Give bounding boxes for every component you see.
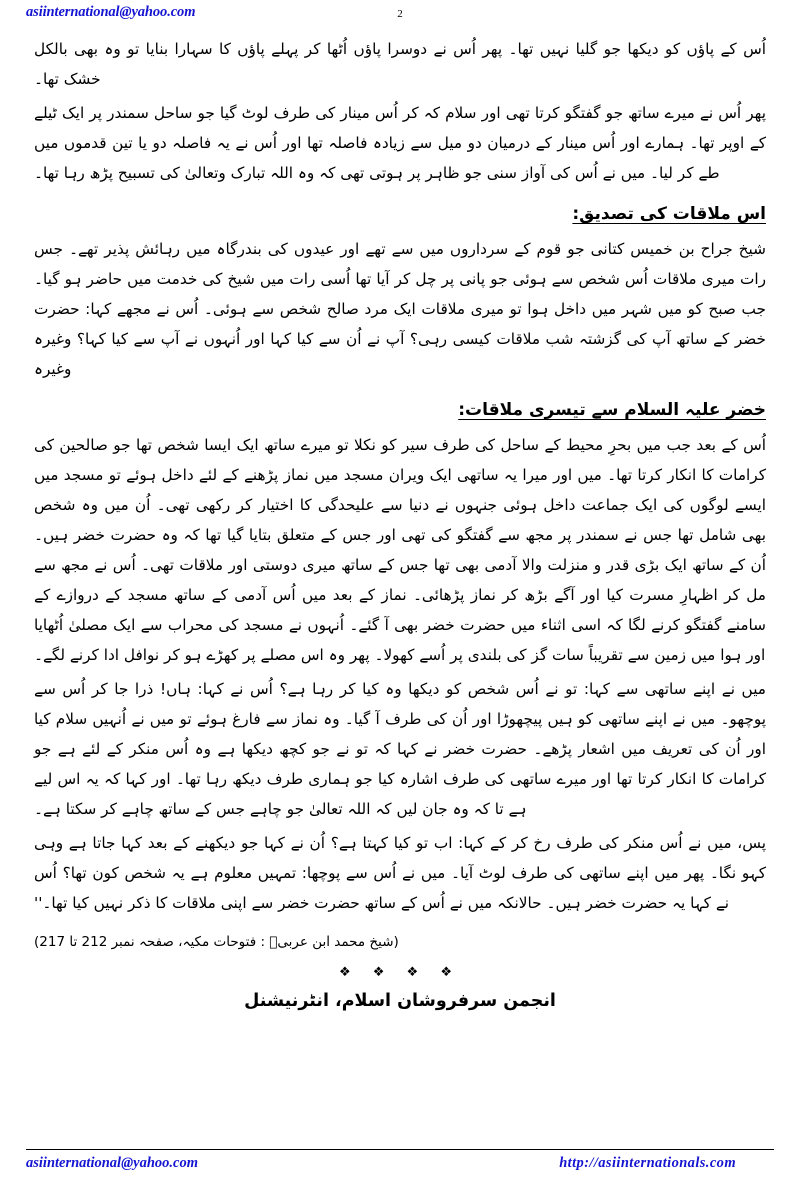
heading-verification-of-meeting: اس ملاقات کی تصدیق: xyxy=(572,204,766,224)
header-email-address: asiinternational@yahoo.com xyxy=(26,4,196,20)
page-footer xyxy=(26,1149,774,1172)
paragraph-2: پھر اُس نے میرے ساتھ جو گفتگو کرتا تھی اور سلام کہ کر اُس مینار کی طرف لوٹ گیا جو ساحل سمندر پر ایک ٹیلے کے اوپر تھا۔ ہمارے اور اُس مینار کے درمیان دو میل سے زیادہ فاصلہ تھا اور اُس نے یہ فاصلہ دو یا تین قدموں میں طے کر لیا۔ میں نے اُس کی آواز سنی جو ظاہر پر ہوتی تھی کہ وہ اللہ تبارک وتعالیٰ کی تسبیح پڑھ رہا تھا۔ xyxy=(34,104,766,182)
page-number: 2 xyxy=(397,8,403,20)
footer-website-url[interactable]: http://asiinternationals.com xyxy=(559,1155,736,1171)
ornament-divider: ❖ ❖ ❖ ❖ xyxy=(338,965,461,980)
source-citation: (شیخ محمد ابن عربیؒ : فتوحات مکیہ، صفحہ نمبر 212 تا 217) xyxy=(34,934,399,950)
paragraph-6: پس، میں نے اُس منکر کی طرف رخ کر کے کہا: اب تو کیا کہتا ہے؟ اُن نے کہا جو دیکھنے کے بعد کہا جاتا ہے وہی کہو نگا۔ پھر میں اپنے ساتھی کی طرف لوٹ آیا۔ میں نے اُس سے پوچھا: تمہیں معلوم ہے یہ شخص کون تھا؟ اُس نے کہا یہ حضرت خضر ہیں۔ حالانکہ میں نے اُس کے ساتھ حضرت خضر سے اپنی ملاقات کا ذکر نہیں کیا تھا۔'' xyxy=(34,834,766,912)
paragraph-5: میں نے اپنے ساتھی سے کہا: تو نے اُس شخص کو دیکھا وہ کیا کر رہا ہے؟ اُس نے کہا: ہاں! ذرا جا کر اُس سے پوچھو۔ میں نے اپنے ساتھی کو ہیں پیچھوڑا اور اُن کی طرف آ گیا۔ وہ نماز سے فارغ ہوئے تو میں نے اُنہیں سلام کیا اور اُن کی تعریف میں اشعار پڑھے۔ حضرت خضر نے کہا کہ تو نے جو کچھ دیکھا ہے وہ اُس منکر کے لئے ہے جو کرامات کا انکار کرتا تھا اور میرے ساتھی کی طرف اشارہ کیا جو ہماری طرف دیکھ رہا تھا۔ اور کہا کہ یہ اس لیے ہے تا کہ وہ جان لیں کہ اللہ تعالیٰ جو چاہے جس کے ساتھ چاہے کر سکتا ہے۔ xyxy=(34,680,766,818)
footer-links-row xyxy=(26,1155,774,1172)
document-body xyxy=(30,34,770,1014)
paragraph-3: شیخ جراح بن خمیس کتانی جو قوم کے سرداروں میں سے تھے اور عیدوں کی بندرگاہ میں رہائش پذیر تھے۔ جس رات میری ملاقات اُس شخص سے ہوئی جو پانی پر چل کر آیا تھا اُسی رات میں شیخ کی خدمت میں حاضر ہو گیا۔ جب صبح کو میں شہر میں داخل ہوا تو میری ملاقات ایک مرد صالح شخص سے ہوئی۔ اُس نے مجھے کہا: حضرت خضر کے ساتھ آپ کی گزشتہ شب ملاقات کیسی رہی؟ آپ نے اُن سے کیا کہا اور اُنہوں نے آپ سے کیا کہا؟ وغیرہ وغیرہ xyxy=(34,240,766,378)
paragraph-4: اُس کے بعد جب میں بحرِ محیط کے ساحل کی طرف سیر کو نکلا تو میرے ساتھ ایک ایسا شخص تھا جو صالحین کی کرامات کا انکار کرتا تھا۔ میں اور میرا یہ ساتھی ایک ویران مسجد میں نماز پڑھنے کے لئے داخل ہوئے تو مسجد میں ایسے لوگوں کی ایک جماعت داخل ہوئی جنہوں نے دنیا سے علیحدگی کا اختیار کر رکھی تھی۔ اُن میں وہ شخص بھی شامل تھا جس نے سمندر پر مجھ سے گفتگو کی تھی اور جس کے متعلق بتایا گیا تھا کہ وہ حضرت خضر ہیں۔ اُن کے ساتھ ایک بڑی قدر و منزلت والا آدمی بھی تھا جس کے ساتھ میری دوستی اور ملاقات تھی۔ اُس نے مجھ سے مل کر اظہارِ مسرت کیا اور آگے بڑھ کر نماز پڑھائی۔ نماز کے بعد میں اُس آدمی کے ساتھ مسجد کے دروازے کے سامنے گفتگو کرنے لگا کہ اسی اثناء میں حضرت خضر بھی آ گئے۔ اُنہوں نے مسجد کی محراب سے ایک مصلیٰ اُٹھایا اور ہوا میں زمین سے تقریباً سات گز کی بلندی پر اُسے کھولا۔ پھر وہ اس مصلے پر کھڑے ہو کر نوافل ادا کرنے لگے۔ xyxy=(34,436,766,664)
footer-divider-rule xyxy=(26,1149,774,1150)
footer-email-address[interactable]: asiinternational@yahoo.com xyxy=(26,1155,198,1171)
heading-third-meeting-with-khizr: خضر علیہ السلام سے تیسری ملاقات: xyxy=(458,400,766,420)
paragraph-1: اُس کے پاؤں کو دیکھا جو گلیا نہیں تھا۔ پھر اُس نے دوسرا پاؤں اُٹھا کر پہلے پاؤں کا سہارا بنایا تو وہ بھی بالکل خشک تھا۔ xyxy=(34,40,766,88)
organization-name: انجمن سرفروشان اسلام، انٹرنیشنل xyxy=(244,991,556,1011)
